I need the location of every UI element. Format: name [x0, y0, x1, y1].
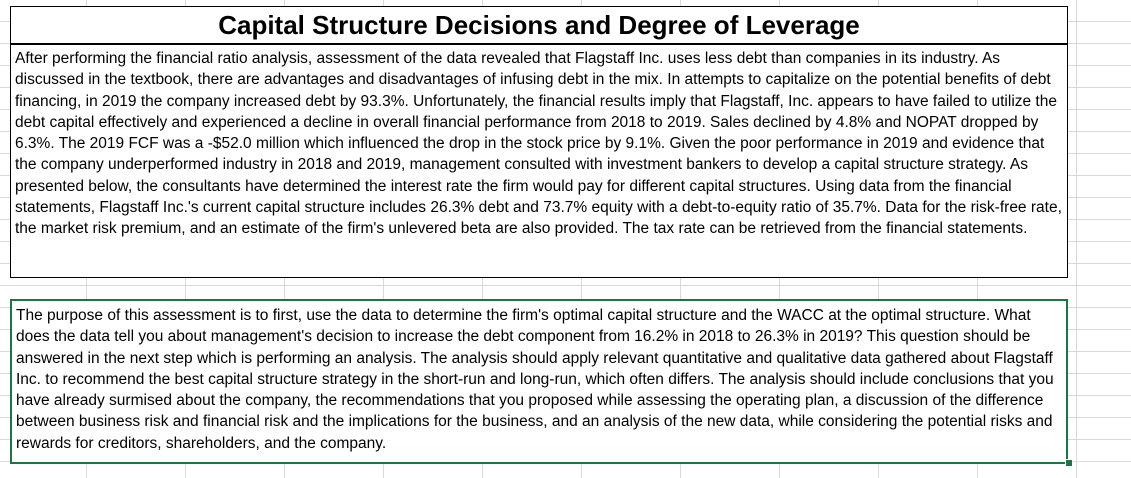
paragraph-cell-2-selected[interactable]: The purpose of this assessment is to first, use the data to determine the firm's optimal capital structure and the WACC at the optimal structure. What does the data tell you about management's decision to increase the debt component from 16.2% in 2018 to 26.3% in 2019? This question should be answered in the next step which is performing an analysis. The analysis should apply relevant quantitative and qualitative data gathered about Flagstaff Inc. to recommend the best capital structure strategy in the short-run and long-run, which often differs. The analysis should include conclusions that you have already surmised about the company, the recommendations that you proposed while assessing the operating plan, a discussion of the difference between business risk and financial risk and the implications for the business, and an analysis of the new data, while considering the potential risks and rewards for creditors, shareholders, and the company. [10, 299, 1068, 464]
fill-handle[interactable] [1065, 459, 1073, 467]
paragraph-cell-1[interactable]: After performing the financial ratio analysis, assessment of the data revealed that Flagstaff Inc. uses less debt than companies in its industry. As discussed in the textbook, there are advantages and disadvantages of infusing debt in the mix. In attempts to capitalize on the potential benefits of debt financing, in 2019 the company increased debt by 93.3%. Unfortunately, the financial results imply that Flagstaff, Inc. appears to have failed to utilize the debt capital effectively and experienced a decline in overall financial performance from 2018 to 2019. Sales declined by 4.8% and NOPAT dropped by 6.3%. The 2019 FCF was a -$52.0 million which influenced the drop in the stock price by 9.1%. Given the poor performance in 2019 and evidence that the company underperformed industry in 2018 and 2019, management consulted with investment bankers to develop a capital structure strategy. As presented below, the consultants have determined the interest rate the firm would pay for different capital structures. Using data from the financial statements, Flagstaff Inc.'s current capital structure includes 26.3% debt and 73.7% equity with a debt-to-equity ratio of 35.7%. Data for the risk-free rate, the market risk premium, and an estimate of the firm's unlevered beta are also provided. The tax rate can be retrieved from the financial statements. [10, 44, 1068, 278]
title-cell[interactable] [10, 6, 1068, 44]
page-title: Capital Structure Decisions and Degree of Leverage [218, 10, 860, 40]
column-gridline [1076, 0, 1077, 478]
